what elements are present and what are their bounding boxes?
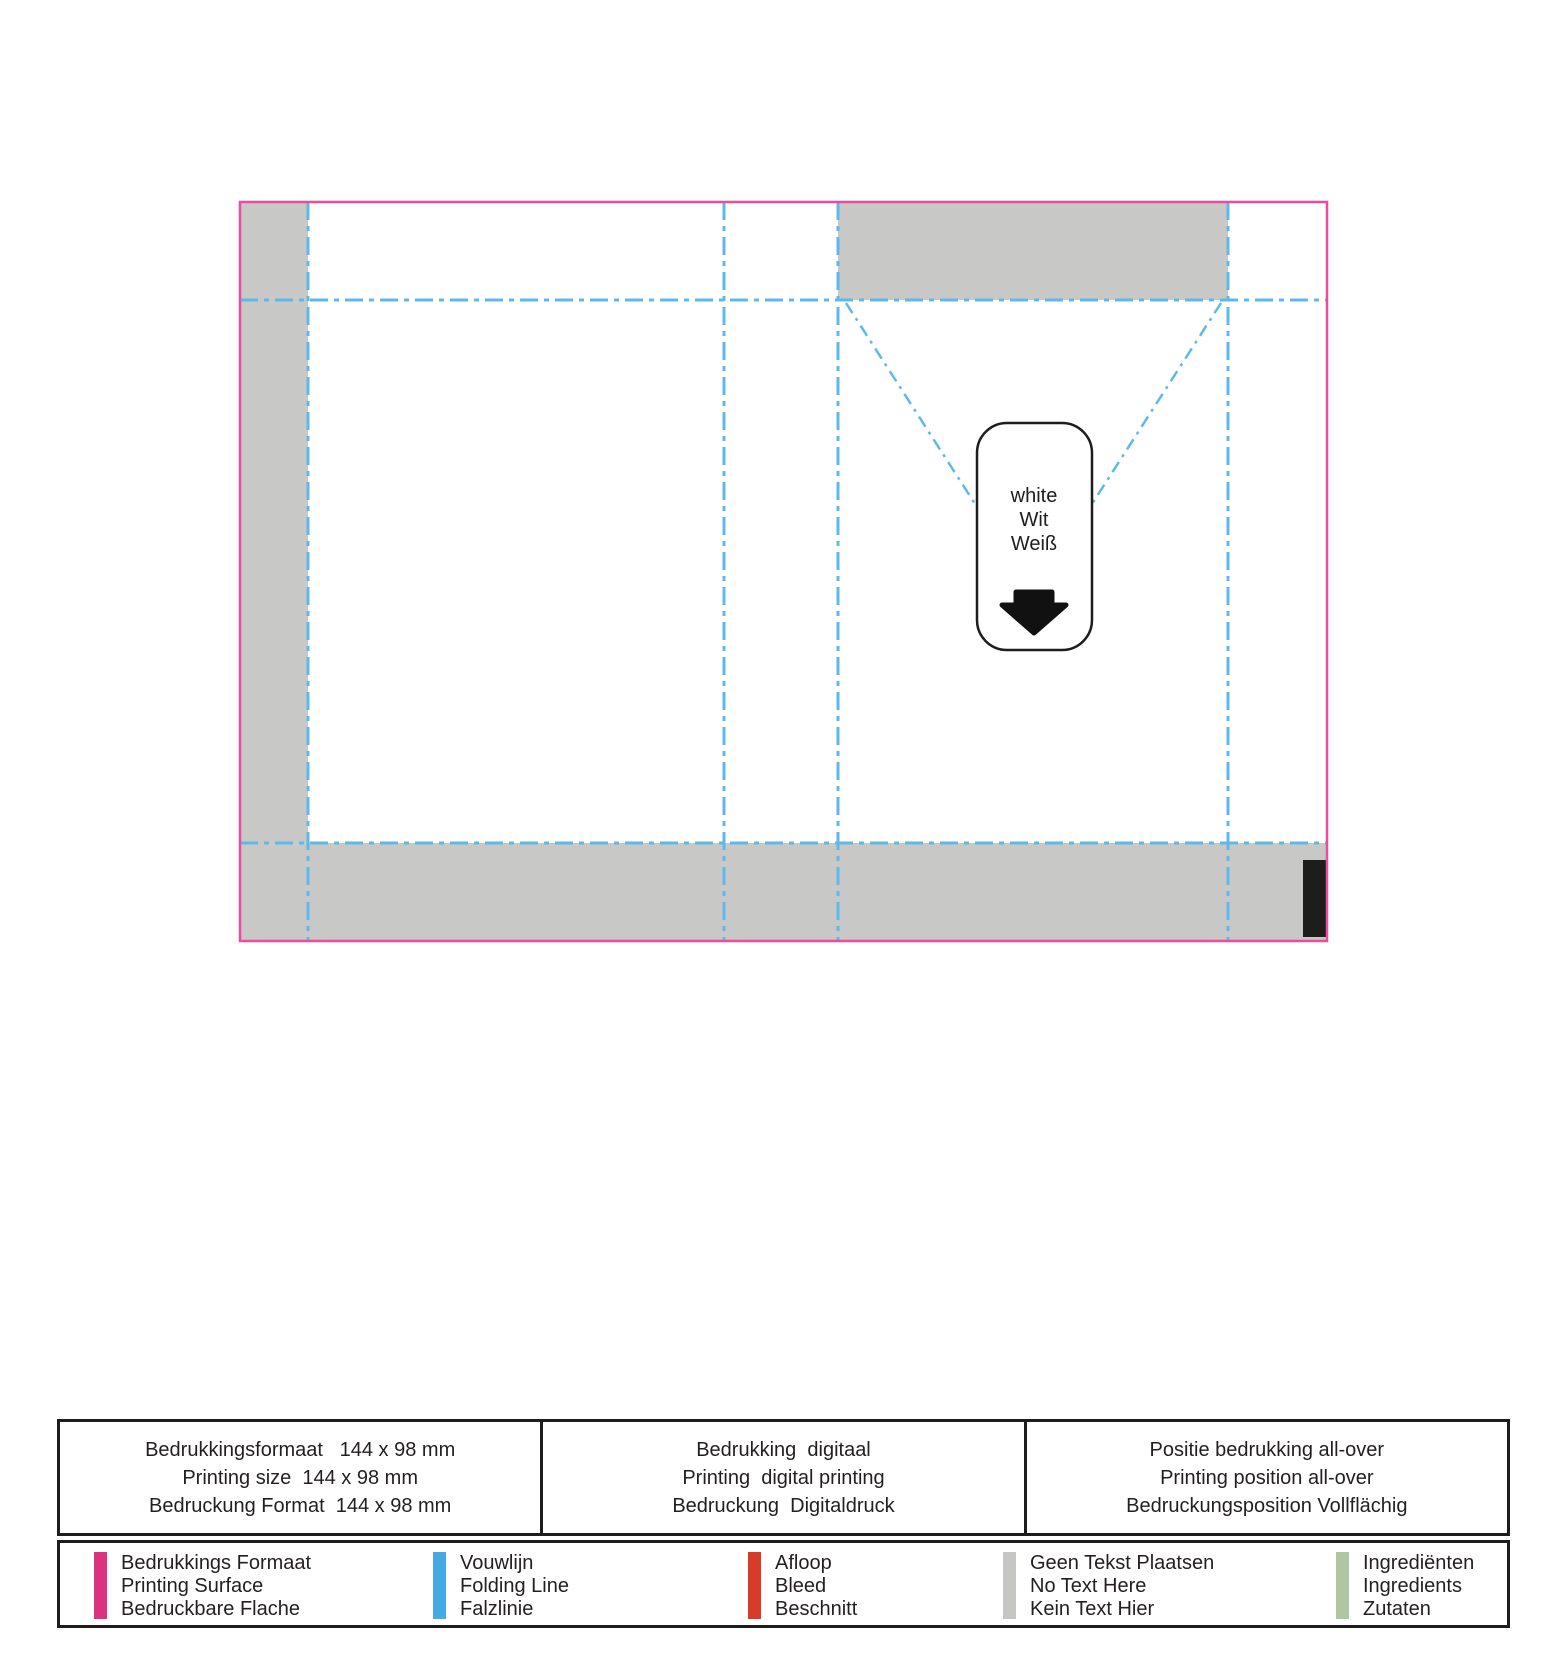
material-label-line: Wit [1019, 509, 1049, 531]
legend [57, 1540, 1510, 1628]
legend-label: Ingredients [1363, 1575, 1462, 1597]
legend-label: Vouwlijn [460, 1552, 534, 1574]
no-text-swatch [1003, 1552, 1016, 1619]
legend-label: Geen Tekst Plaatsen [1030, 1552, 1215, 1574]
pointer-line-right [1090, 303, 1221, 507]
material-label-line: white [1010, 485, 1058, 507]
legend-item-no-text-here [1003, 1552, 1214, 1621]
pointer-line-left [846, 303, 977, 507]
legend-item-folding-line [433, 1552, 569, 1621]
spec-line: Bedrukking digitaal [696, 1438, 871, 1461]
legend-label: Folding Line [460, 1575, 569, 1597]
legend-label: Bedrukkings Formaat [121, 1552, 312, 1574]
legend-label: Falzlinie [460, 1598, 534, 1620]
legend-label: Kein Text Hier [1030, 1598, 1155, 1620]
legend-label: Afloop [775, 1552, 832, 1574]
legend-label: Beschnitt [775, 1598, 858, 1620]
spec-table-cell-position [1027, 1422, 1507, 1533]
legend-item-bleed [748, 1552, 857, 1621]
legend-label: Bleed [775, 1575, 827, 1597]
spec-line: Positie bedrukking all-over [1149, 1438, 1385, 1461]
folding-lines [240, 202, 1327, 941]
spec-line: Bedruckung Digitaldruck [672, 1494, 895, 1517]
material-label [977, 423, 1092, 650]
legend-label: Zutaten [1363, 1598, 1431, 1620]
printing-surface-outline [240, 202, 1327, 941]
material-label-line: Weiß [1010, 533, 1058, 555]
spec-line: Bedruckung Format 144 x 98 mm [148, 1494, 452, 1517]
folding-line-swatch [433, 1552, 446, 1619]
spec-line: Printing digital printing [682, 1466, 885, 1489]
legend-label: No Text Here [1030, 1575, 1147, 1597]
black-mark [1303, 860, 1326, 937]
printing-surface-swatch [94, 1552, 107, 1619]
spec-table-cell-printing [543, 1422, 1026, 1533]
legend-label: Bedruckbare Flache [121, 1598, 300, 1620]
spec-line: Printing position all-over [1160, 1466, 1374, 1489]
no-text-zone-top [838, 203, 1228, 300]
legend-item-ingredients [1336, 1552, 1474, 1621]
spec-table [57, 1419, 1510, 1536]
bleed-swatch [748, 1552, 761, 1619]
spec-line: Printing size 144 x 98 mm [182, 1466, 418, 1489]
spec-table-cell-size [60, 1422, 543, 1533]
legend-label: Printing Surface [121, 1575, 264, 1597]
no-text-zone-left [241, 203, 308, 940]
spec-line: Bedrukkingsformaat 144 x 98 mm [145, 1438, 456, 1461]
legend-label: Ingrediënten [1363, 1552, 1475, 1574]
legend-item-printing-surface [94, 1552, 311, 1621]
spec-line: Bedruckungsposition Vollflächig [1126, 1494, 1408, 1517]
ingredients-swatch [1336, 1552, 1349, 1619]
no-text-zone-bottom [241, 843, 1326, 940]
